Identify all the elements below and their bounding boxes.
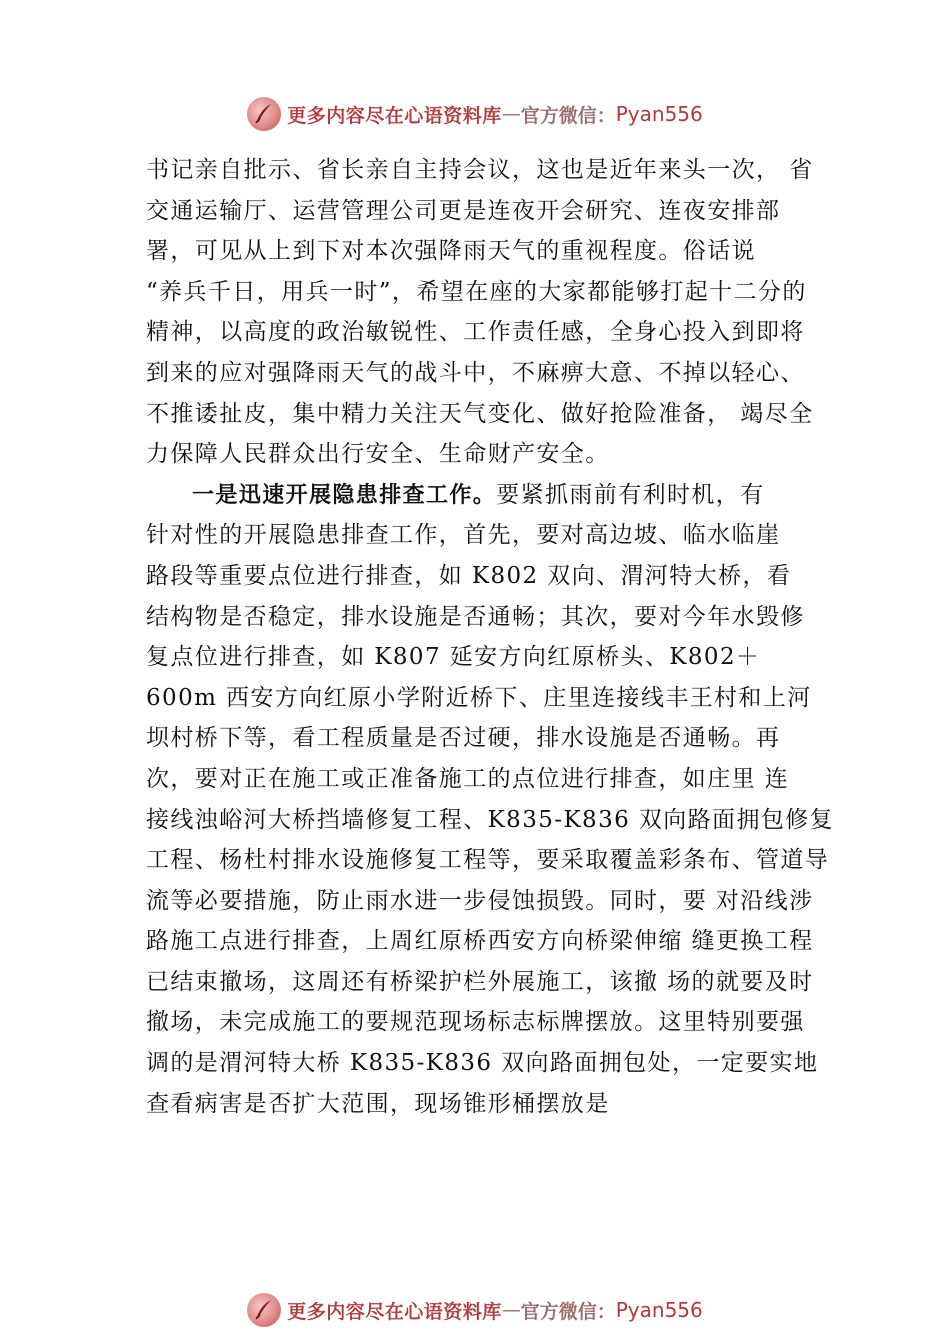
banner-dash: — bbox=[501, 103, 521, 125]
banner-label: 官方微信： bbox=[520, 1300, 616, 1323]
text-line: 接线浊峪河大桥挡墙修复工程、K835-K836 双向路面拥包修复 bbox=[146, 806, 835, 833]
text-line: 交通运输厅、运营管理公司更是连夜开会研究、连夜安排部 bbox=[146, 197, 781, 224]
banner-dash: — bbox=[501, 1299, 521, 1321]
text-line: “养兵千日，用兵一时”，希望在座的大家都能够打起十二分的 bbox=[146, 278, 807, 305]
header-banner bbox=[0, 94, 950, 134]
text-line: 力保障人民群众出行安全、生命财产安全。 bbox=[146, 441, 610, 468]
text-line: 流等必要措施，防止雨水进一步侵蚀损毁。同时，要 对沿线涉 bbox=[146, 887, 814, 914]
text-line: 600m 西安方向红原小学附近桥下、庄里连接线丰王村和上河 bbox=[146, 684, 812, 711]
paragraph-lead-line bbox=[146, 475, 846, 516]
text-line: 路施工点进行排查，上周红原桥西安方向桥梁伸缩 缝更换工程 bbox=[146, 928, 814, 955]
text-line: 复点位进行排查，如 K807 延安方向红原桥头、K802＋ bbox=[146, 644, 761, 671]
quill-logo-icon bbox=[247, 1293, 281, 1327]
banner-text: 更多内容尽在心语资料库 bbox=[287, 104, 502, 127]
text-line: 查看病害是否扩大范围，现场锥形桶摆放是 bbox=[146, 1090, 610, 1117]
footer-banner bbox=[0, 1290, 950, 1330]
text-line: 结构物是否稳定，排水设施是否通畅；其次，要对今年水毁修 bbox=[146, 603, 805, 630]
text-line: 已结束撤场，这周还有桥梁护栏外展施工，该撤 场的就要及时 bbox=[146, 968, 814, 995]
text-line: 次，要对正在施工或正准备施工的点位进行排查，如庄里 连 bbox=[146, 765, 790, 792]
text-line: 精神，以高度的政治敏锐性、工作责任感，全身心投入到即将 bbox=[146, 319, 805, 346]
text-line: 撤场，未完成施工的要规范现场标志标牌摆放。这里特别要强 bbox=[146, 1009, 805, 1036]
text-line: 署，可见从上到下对本次强降雨天气的重视程度。俗话说 bbox=[146, 238, 756, 265]
text-line: 工程、杨杜村排水设施修复工程等，要采取覆盖彩条布、管道导 bbox=[146, 847, 830, 874]
text-line: 不推诿扯皮，集中精力关注天气变化、做好抢险准备， 竭尽全 bbox=[146, 400, 814, 427]
banner-text: 更多内容尽在心语资料库 bbox=[287, 1300, 502, 1323]
text-line: 到来的应对强降雨天气的战斗中，不麻痹大意、不掉以轻心、 bbox=[146, 359, 805, 386]
banner-wechat-id: Pyan556 bbox=[615, 1298, 703, 1322]
text-line: 针对性的开展隐患排查工作，首先，要对高边坡、临水临崖 bbox=[146, 522, 781, 549]
text-line: 坝村桥下等，看工程质量是否过硬，排水设施是否通畅。再 bbox=[146, 725, 781, 752]
banner-wechat-id: Pyan556 bbox=[615, 102, 703, 126]
banner-label: 官方微信： bbox=[520, 104, 616, 127]
text-line: 调的是渭河特大桥 K835-K836 双向路面拥包处，一定要实地 bbox=[146, 1050, 819, 1077]
body-text bbox=[146, 150, 846, 1124]
paragraph-lead-rest: 要紧抓雨前有利时机，有 bbox=[496, 481, 765, 508]
text-line: 路段等重要点位进行排查，如 K802 双向、渭河特大桥，看 bbox=[146, 562, 792, 589]
quill-logo-icon bbox=[247, 97, 281, 131]
paragraph-heading: 一是迅速开展隐患排查工作。 bbox=[192, 482, 497, 508]
text-line: 书记亲自批示、省长亲自主持会议，这也是近年来头一次， 省 bbox=[146, 157, 814, 183]
